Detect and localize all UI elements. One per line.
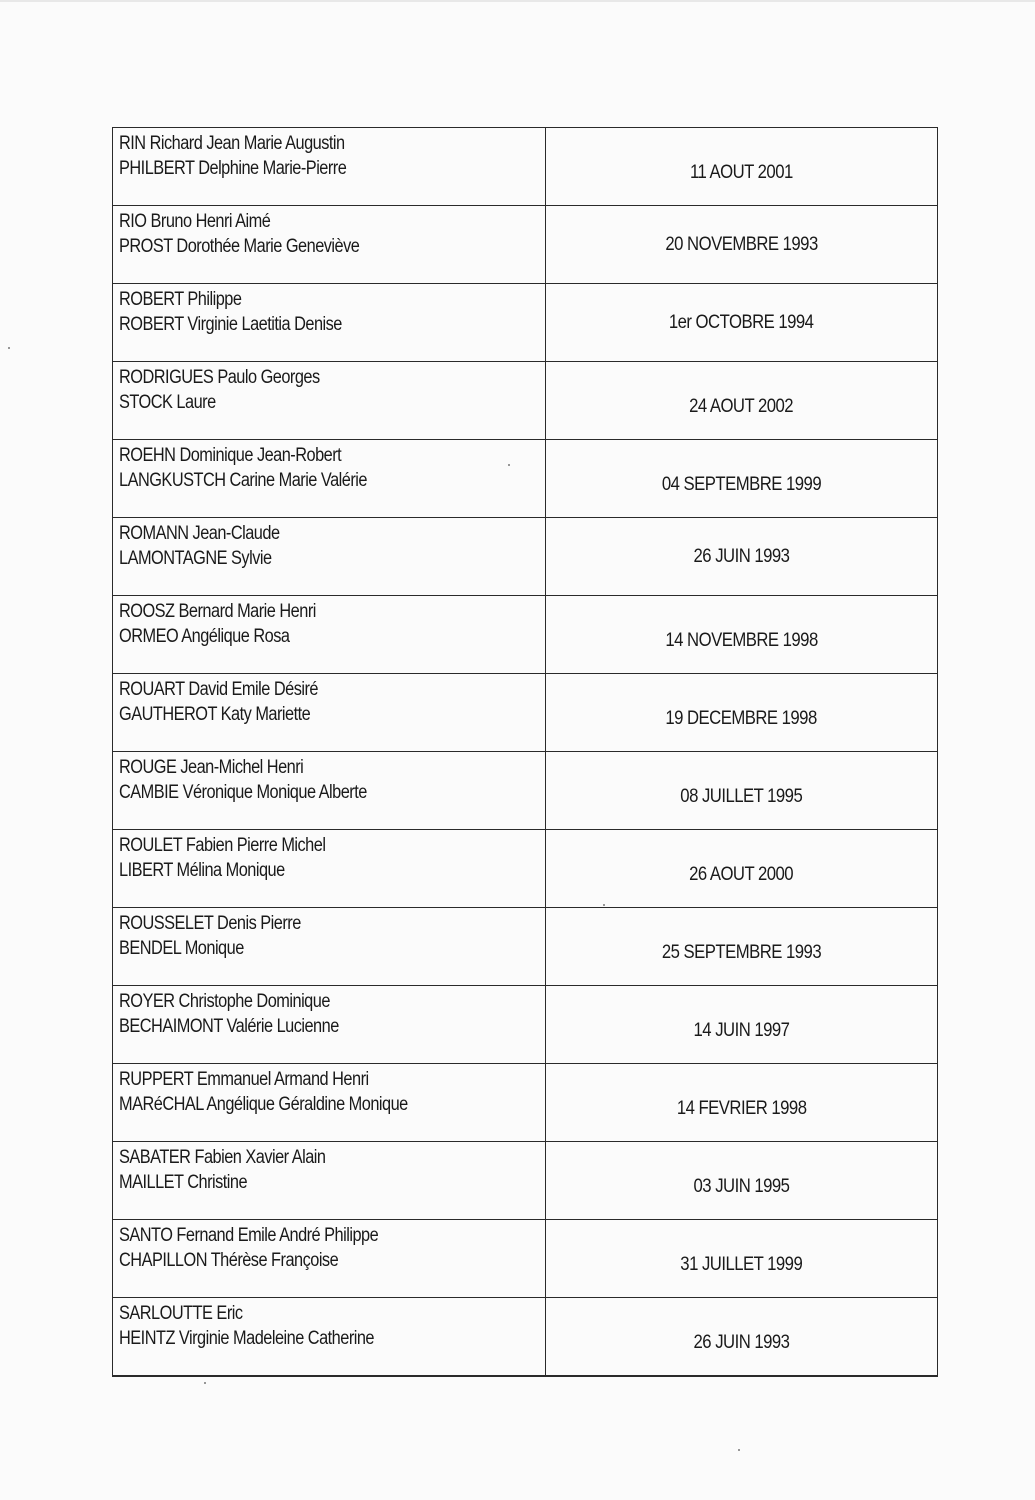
spouse-1-name: ROEHN Dominique Jean-Robert — [119, 445, 342, 466]
spouse-1-name: RUPPERT Emmanuel Armand Henri — [119, 1069, 369, 1090]
table-row — [113, 1064, 938, 1142]
spouse-2-name: PROST Dorothée Marie Geneviève — [119, 236, 360, 257]
scan-speck — [204, 1382, 206, 1384]
date-cell — [545, 1220, 937, 1298]
table-row — [113, 1220, 938, 1298]
names-cell — [113, 518, 546, 596]
names-cell — [113, 986, 546, 1064]
spouse-2-name: LAMONTAGNE Sylvie — [119, 548, 272, 569]
names-cell — [113, 362, 546, 440]
scan-speck — [738, 1449, 740, 1451]
spouse-2-name: ORMEO Angélique Rosa — [119, 626, 290, 647]
spouse-2-name: CAMBIE Véronique Monique Alberte — [119, 782, 367, 803]
date-cell — [545, 362, 937, 440]
date-cell — [545, 596, 937, 674]
names-cell — [113, 752, 546, 830]
table-row — [113, 1298, 938, 1377]
spouse-2-name: HEINTZ Virginie Madeleine Catherine — [119, 1328, 375, 1349]
spouse-2-name: GAUTHEROT Katy Mariette — [119, 704, 311, 725]
table-row — [113, 674, 938, 752]
date-cell — [545, 986, 937, 1064]
spouse-1-name: ROUGE Jean-Michel Henri — [119, 757, 304, 778]
marriage-date: 26 JUIN 1993 — [693, 545, 790, 567]
spouse-2-name: MARéCHAL Angélique Géraldine Monique — [119, 1094, 408, 1115]
spouse-2-name: PHILBERT Delphine Marie-Pierre — [119, 158, 347, 179]
spouse-1-name: ROBERT Philippe — [119, 289, 242, 310]
date-cell — [545, 752, 937, 830]
table-row — [113, 752, 938, 830]
date-cell — [545, 440, 937, 518]
names-cell — [113, 284, 546, 362]
names-cell — [113, 1064, 546, 1142]
marriage-register-table — [112, 127, 938, 1377]
page-top-edge — [0, 0, 1035, 2]
names-cell — [113, 206, 546, 284]
spouse-1-name: RIN Richard Jean Marie Augustin — [119, 133, 345, 154]
spouse-1-name: SABATER Fabien Xavier Alain — [119, 1147, 326, 1168]
marriage-date: 11 AOUT 2001 — [689, 161, 793, 183]
table-row — [113, 284, 938, 362]
spouse-2-name: MAILLET Christine — [119, 1172, 248, 1193]
table-row — [113, 206, 938, 284]
scan-speck — [508, 464, 510, 466]
spouse-2-name: LANGKUSTCH Carine Marie Valérie — [119, 470, 367, 491]
spouse-2-name: STOCK Laure — [119, 392, 216, 413]
date-cell — [545, 518, 937, 596]
date-cell — [545, 128, 937, 206]
spouse-1-name: ROYER Christophe Dominique — [119, 991, 330, 1012]
marriage-date: 03 JUIN 1995 — [693, 1175, 790, 1197]
marriage-date: 31 JUILLET 1999 — [680, 1253, 803, 1275]
marriage-date: 14 NOVEMBRE 1998 — [665, 629, 818, 651]
table-row — [113, 830, 938, 908]
spouse-1-name: ROUSSELET Denis Pierre — [119, 913, 301, 934]
spouse-1-name: SANTO Fernand Emile André Philippe — [119, 1225, 379, 1246]
date-cell — [545, 1142, 937, 1220]
names-cell — [113, 674, 546, 752]
spouse-1-name: SARLOUTTE Eric — [119, 1303, 243, 1324]
marriage-date: 14 FEVRIER 1998 — [676, 1097, 807, 1119]
table-row — [113, 908, 938, 986]
names-cell — [113, 1220, 546, 1298]
marriage-date: 25 SEPTEMBRE 1993 — [661, 941, 821, 963]
names-cell — [113, 830, 546, 908]
names-cell — [113, 596, 546, 674]
spouse-1-name: ROUART David Emile Désiré — [119, 679, 318, 700]
marriage-date: 08 JUILLET 1995 — [680, 785, 803, 807]
spouse-1-name: ROMANN Jean-Claude — [119, 523, 280, 544]
spouse-2-name: LIBERT Mélina Monique — [119, 860, 285, 881]
table-row — [113, 128, 938, 206]
names-cell — [113, 1298, 546, 1377]
names-cell — [113, 440, 546, 518]
date-cell — [545, 206, 937, 284]
marriage-date: 26 AOUT 2000 — [689, 863, 794, 885]
date-cell — [545, 674, 937, 752]
table-row — [113, 518, 938, 596]
marriage-date: 04 SEPTEMBRE 1999 — [661, 473, 821, 495]
spouse-2-name: BECHAIMONT Valérie Lucienne — [119, 1016, 339, 1037]
table-row — [113, 986, 938, 1064]
table-row — [113, 1142, 938, 1220]
marriage-date: 14 JUIN 1997 — [693, 1019, 790, 1041]
names-cell — [113, 128, 546, 206]
marriage-date: 24 AOUT 2002 — [689, 395, 794, 417]
table-row — [113, 596, 938, 674]
spouse-2-name: CHAPILLON Thérèse Françoise — [119, 1250, 339, 1271]
table-row — [113, 362, 938, 440]
date-cell — [545, 284, 937, 362]
marriage-date: 19 DECEMBRE 1998 — [665, 707, 817, 729]
spouse-2-name: BENDEL Monique — [119, 938, 244, 959]
marriage-date: 1er OCTOBRE 1994 — [668, 311, 814, 333]
marriage-date: 20 NOVEMBRE 1993 — [665, 233, 818, 255]
spouse-1-name: ROOSZ Bernard Marie Henri — [119, 601, 316, 622]
scan-speck — [603, 904, 605, 906]
names-cell — [113, 908, 546, 986]
date-cell — [545, 830, 937, 908]
date-cell — [545, 1064, 937, 1142]
spouse-1-name: RODRIGUES Paulo Georges — [119, 367, 320, 388]
spouse-2-name: ROBERT Virginie Laetitia Denise — [119, 314, 342, 335]
names-cell — [113, 1142, 546, 1220]
marriage-date: 26 JUIN 1993 — [693, 1331, 790, 1353]
date-cell — [545, 908, 937, 986]
scan-speck — [8, 347, 10, 349]
spouse-1-name: ROULET Fabien Pierre Michel — [119, 835, 326, 856]
date-cell — [545, 1298, 937, 1377]
spouse-1-name: RIO Bruno Henri Aimé — [119, 211, 271, 232]
table-row — [113, 440, 938, 518]
